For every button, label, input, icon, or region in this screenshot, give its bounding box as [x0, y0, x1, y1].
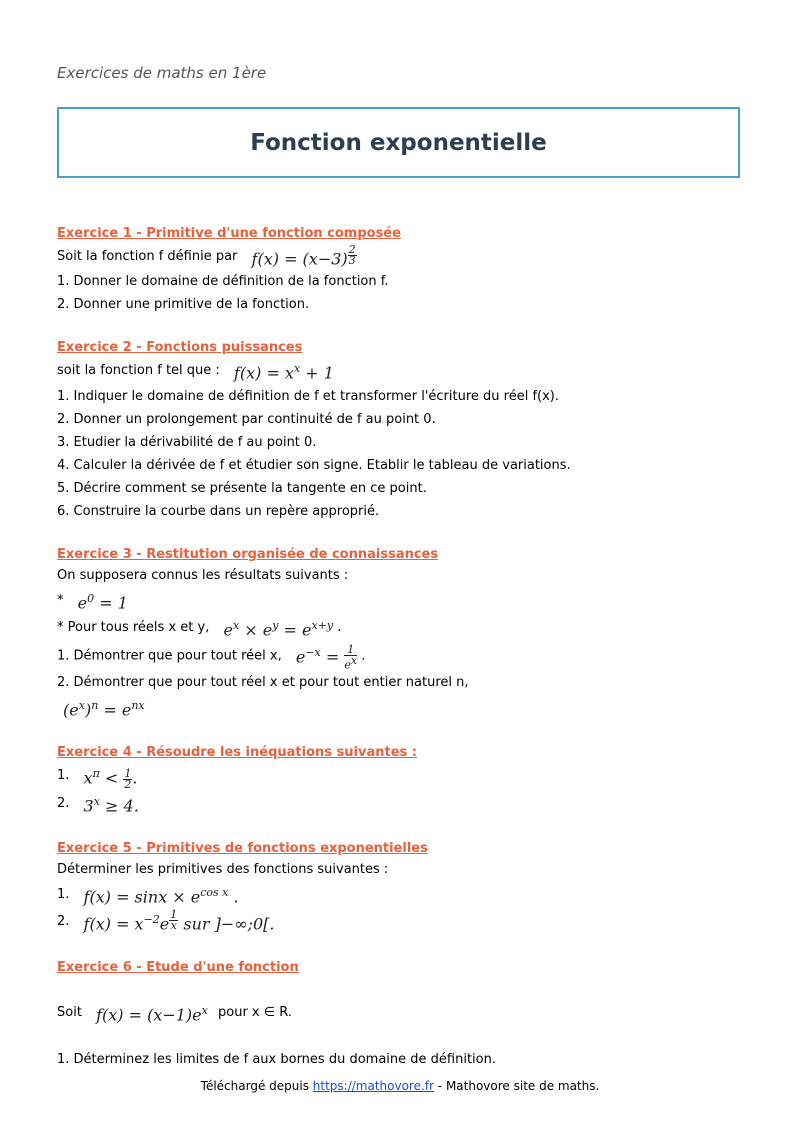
bullet-marker: * — [57, 592, 64, 608]
exercise-2-title[interactable]: Exercice 2 - Fonctions puissances — [57, 340, 303, 356]
formula-e-zero: $e^0 = 1$ — [77, 591, 128, 612]
exercise-5 — [57, 839, 747, 936]
exercise-2-question: 6. Construire la courbe dans un repère approprié. — [57, 503, 380, 519]
formula-f-etude: $f(x) = (x-1)e^x$ — [96, 1003, 208, 1024]
exercise-3-intro: On supposera connus les résultats suivants : — [57, 567, 349, 583]
exercise-2-question: 5. Décrire comment se présente la tangente en ce point. — [57, 480, 427, 496]
item-number: 1. — [57, 887, 70, 903]
exercise-1-intro-text: Soit la fonction f définie par — [57, 249, 238, 265]
formula-f-composee: f(x) = (x−3) $^{\frac{2}{3}}$ — [251, 242, 356, 269]
exercise-4-title[interactable]: Exercice 4 - Résoudre les inéquations suivantes : — [57, 745, 417, 761]
formula-inequation-2: $3^x \ge 4$. — [83, 794, 139, 815]
exercise-1-intro — [57, 243, 747, 270]
exercise-3-question-text: 1. Démontrer que pour tout réel x, — [57, 648, 282, 664]
exercise-3-bullet: * Pour tous réels x et y, $e^x \times e^y = e^{x+y}$ . — [57, 614, 747, 641]
exercise-6 — [57, 958, 747, 1071]
footer-suffix: - Mathovore site de maths. — [437, 1079, 600, 1093]
exercise-3-formula-line — [57, 694, 747, 721]
formula-e-product: $e^x \times e^y = e^{x+y}$ — [223, 618, 334, 640]
exercise-2-question: 1. Indiquer le domaine de définition de f et transformer l'écriture du réel f(x). — [57, 388, 560, 404]
exercise-5-intro: Déterminer les primitives des fonctions suivantes : — [57, 861, 389, 877]
formula-primitive-2: $f(x) = x^{-2}e$ $^{\frac{1}{x}}$ sur ]−∞;0[. — [83, 907, 275, 934]
exercise-4 — [57, 743, 747, 817]
formula-e-inverse: $e^{-x}$ = $\frac{1}{e^x}$ — [295, 643, 358, 672]
exercise-list — [57, 224, 747, 1071]
formula-primitive-1: $f(x) = \sin x \times e^{cos x}$ . — [83, 885, 239, 907]
footer — [0, 1079, 800, 1093]
exercise-2 — [57, 338, 747, 522]
exercise-3-question: 2. Démontrer que pour tout réel x et pour tout entier naturel n, — [57, 674, 469, 690]
exercise-6-question: 1. Déterminez les limites de f aux bornes du domaine de définition. — [57, 1051, 496, 1067]
formula-e-power: $(e^x)^n = e^{nx}$ — [63, 698, 145, 720]
exercise-1-title[interactable]: Exercice 1 - Primitive d'une fonction composée — [57, 226, 401, 241]
exercise-4-item — [57, 762, 747, 789]
exercise-4-item — [57, 790, 747, 817]
item-number: 2. — [57, 795, 70, 811]
exercise-2-intro — [57, 357, 747, 384]
exercise-2-intro-text: soit la fonction f tel que : — [57, 363, 220, 379]
exercise-2-question: 4. Calculer la dérivée de f et étudier son signe. Etablir le tableau de variations. — [57, 457, 571, 473]
footer-prefix: Téléchargé depuis — [200, 1079, 309, 1093]
exercise-1-question: 2. Donner une primitive de la fonction. — [57, 297, 310, 313]
exercise-3-bullet — [57, 587, 747, 614]
exercise-6-title[interactable]: Exercice 6 - Etude d'une fonction — [57, 959, 299, 975]
item-number: 1. — [57, 768, 70, 784]
exercise-6-intro-suffix: pour x ∈ R. — [218, 1004, 292, 1020]
formula-inequation-1: $x^\pi$ < $\frac{1}{2}$ . — [83, 766, 138, 791]
exercise-3-title[interactable]: Exercice 3 - Restitution organisée de connaissances — [57, 546, 439, 562]
formula-f-puissance: $f(x) = x^x + 1$ — [233, 362, 334, 383]
item-number: 2. — [57, 914, 70, 930]
exercise-5-item — [57, 881, 747, 908]
exercise-3-question: 1. Démontrer que pour tout réel x, $e^{-x}$ = $\frac{1}{e^x}$ . — [57, 643, 366, 672]
exercise-1-question: 1. Donner le domaine de définition de la fonction f. — [57, 274, 389, 290]
title-box — [57, 107, 740, 178]
document-subtitle: Exercices de maths en 1ère — [57, 64, 267, 82]
exercise-2-question: 2. Donner un prolongement par continuité de f au point 0. — [57, 411, 436, 427]
bullet-text: * Pour tous réels x et y, — [57, 620, 210, 636]
exercise-1 — [57, 224, 747, 316]
page-title: Fonction exponentielle — [250, 129, 547, 156]
exercise-5-item — [57, 908, 747, 935]
exercise-6-intro-text: Soit — [57, 1004, 82, 1020]
exercise-2-question: 3. Etudier la dérivabilité de f au point 0. — [57, 434, 317, 450]
exercise-3 — [57, 545, 747, 722]
footer-link[interactable]: https://mathovore.fr — [312, 1079, 434, 1093]
exercise-6-intro — [57, 999, 747, 1026]
exercise-5-title[interactable]: Exercice 5 - Primitives de fonctions exponentielles — [57, 840, 428, 856]
